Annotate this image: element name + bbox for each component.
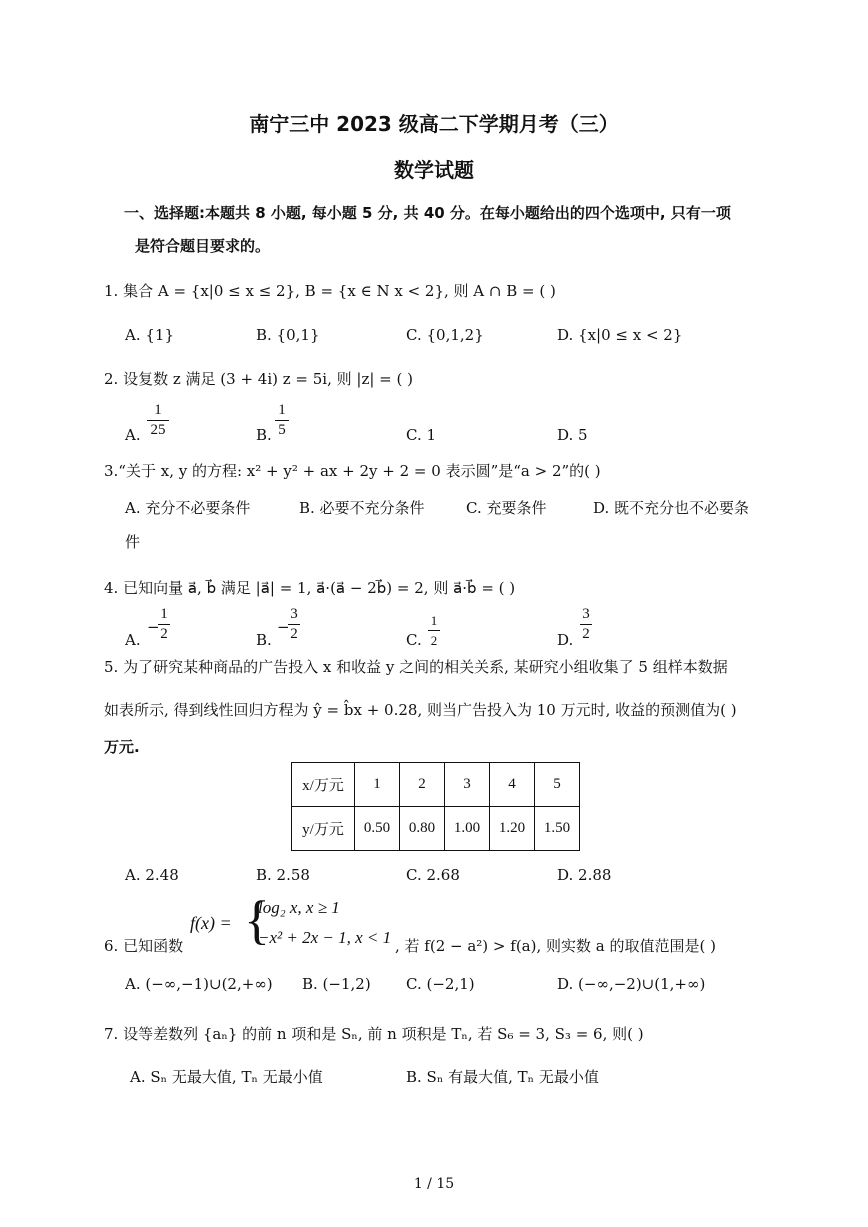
q4-option-a-sign: −: [147, 618, 160, 636]
q2-option-b-fraction: [275, 402, 289, 439]
q5-line3: 万元.: [104, 738, 140, 756]
q2-option-a-num: 1: [154, 402, 162, 418]
table-cell: 0.80: [400, 807, 445, 851]
table-cell: 3: [445, 763, 490, 807]
q4-option-c-fraction: [428, 612, 440, 649]
q4-option-a-label: A.: [125, 631, 141, 649]
q5-option-d: D. 2.88: [557, 866, 612, 884]
table-cell: 1.00: [445, 807, 490, 851]
q6-case1: log₂ x, x ≥ 1: [258, 898, 340, 917]
q7-option-b: B. Sₙ 有最大值, Tₙ 无最小值: [406, 1068, 599, 1086]
exam-subtitle: 数学试题: [394, 158, 474, 182]
q4-option-c-den: 2: [430, 633, 438, 648]
table-cell: 1.50: [535, 807, 580, 851]
q3-option-d-wrap: 件: [125, 533, 141, 551]
q2-stem: 2. 设复数 z 满足 (3 + 4i) z = 5i, 则 |z| = ( ): [104, 370, 413, 388]
q4-option-b-fraction: [288, 606, 300, 643]
q4-option-a-fraction: [158, 606, 170, 643]
q6-option-c: C. (−2,1): [406, 975, 475, 993]
q5-option-a: A. 2.48: [125, 866, 179, 884]
q2-option-a-label: A.: [125, 426, 141, 444]
q1-stem: 1. 集合 A = {x|0 ≤ x ≤ 2}, B = {x ∈ N x < 2}, 则 A ∩ B = ( ): [104, 282, 556, 300]
q5-option-c: C. 2.68: [406, 866, 460, 884]
q1-option-b: B. {0,1}: [256, 326, 320, 344]
q6-option-b: B. (−1,2): [302, 975, 371, 993]
q4-option-d-label: D.: [557, 631, 574, 649]
q7-stem: 7. 设等差数列 {aₙ} 的前 n 项和是 Sₙ, 前 n 项积是 Tₙ, 若 S₆ = 3, S₃ = 6, 则( ): [104, 1025, 644, 1043]
q3-stem: 3.“关于 x, y 的方程: x² + y² + ax + 2y + 2 = 0 表示圆”是“a > 2”的( ): [104, 462, 601, 480]
q2-option-b-den: 5: [278, 422, 286, 438]
q1-option-c: C. {0,1,2}: [406, 326, 484, 344]
q2-option-a-den: 25: [150, 422, 166, 438]
table-cell: 2: [400, 763, 445, 807]
q4-option-a-den: 2: [160, 626, 168, 642]
q5-data-table: [291, 762, 580, 851]
q4-option-b-den: 2: [290, 626, 298, 642]
q2-option-d: D. 5: [557, 426, 588, 444]
q4-option-b-sign: −: [277, 618, 290, 636]
q6-option-a: A. (−∞,−1)∪(2,+∞): [125, 975, 273, 993]
q2-option-b-num: 1: [278, 402, 286, 418]
q4-option-c-num: 1: [430, 613, 438, 628]
q3-option-b: B. 必要不充分条件: [299, 499, 425, 517]
q3-option-d: D. 既不充分也不必要条: [593, 499, 750, 517]
table-header-x: x/万元: [292, 763, 355, 807]
table-cell: 1.20: [490, 807, 535, 851]
q7-option-a: A. Sₙ 无最大值, Tₙ 无最小值: [130, 1068, 323, 1086]
q2-option-b-label: B.: [256, 426, 272, 444]
q4-option-c-label: C.: [406, 631, 422, 649]
q6-option-d: D. (−∞,−2)∪(1,+∞): [557, 975, 706, 993]
table-row: [292, 807, 580, 851]
table-cell: 5: [535, 763, 580, 807]
q6-brace: {: [244, 890, 270, 950]
table-cell: 4: [490, 763, 535, 807]
q1-option-a: A. {1}: [125, 326, 174, 344]
q6-function-name: f(x) =: [190, 913, 232, 933]
q5-line2: 如表所示, 得到线性回归方程为 ŷ = b̂x + 0.28, 则当广告投入为 10 万元时, 收益的预测值为( ): [104, 701, 737, 719]
table-header-y: y/万元: [292, 807, 355, 851]
q4-option-d-num: 3: [582, 606, 590, 622]
q3-option-a: A. 充分不必要条件: [125, 499, 251, 517]
table-row: [292, 763, 580, 807]
section-heading-line1: 一、选择题:本题共 8 小题, 每小题 5 分, 共 40 分。在每小题给出的四个选项中, 只有一项: [124, 204, 731, 222]
q6-case2: −x² + 2x − 1, x < 1: [258, 928, 392, 947]
q4-option-b-num: 3: [290, 606, 298, 622]
exam-title: 南宁三中 2023 级高二下学期月考（三）: [249, 112, 619, 136]
q6-suffix: , 若 f(2 − a²) > f(a), 则实数 a 的取值范围是( ): [395, 937, 716, 955]
q5-option-b: B. 2.58: [256, 866, 310, 884]
q4-stem: 4. 已知向量 a⃗, b⃗ 满足 |a⃗| = 1, a⃗·(a⃗ − 2b⃗) = 2, 则 a⃗·b⃗ = ( ): [104, 579, 516, 597]
q6-prefix: 6. 已知函数: [104, 937, 184, 955]
section-heading-line2: 是符合题目要求的。: [135, 237, 271, 255]
q4-option-d-den: 2: [582, 626, 590, 642]
q4-option-d-fraction: [580, 606, 592, 643]
q5-line1: 5. 为了研究某种商品的广告投入 x 和收益 y 之间的相关关系, 某研究小组收集了 5 组样本数据: [104, 658, 728, 676]
q3-option-c: C. 充要条件: [466, 499, 547, 517]
page-number: 1 / 15: [413, 1176, 455, 1192]
q1-option-d: D. {x|0 ≤ x < 2}: [557, 326, 683, 344]
q4-option-b-label: B.: [256, 631, 272, 649]
q4-option-a-num: 1: [160, 606, 168, 622]
table-cell: 0.50: [355, 807, 400, 851]
q2-option-c: C. 1: [406, 426, 437, 444]
q2-option-a-fraction: [147, 402, 169, 439]
table-cell: 1: [355, 763, 400, 807]
